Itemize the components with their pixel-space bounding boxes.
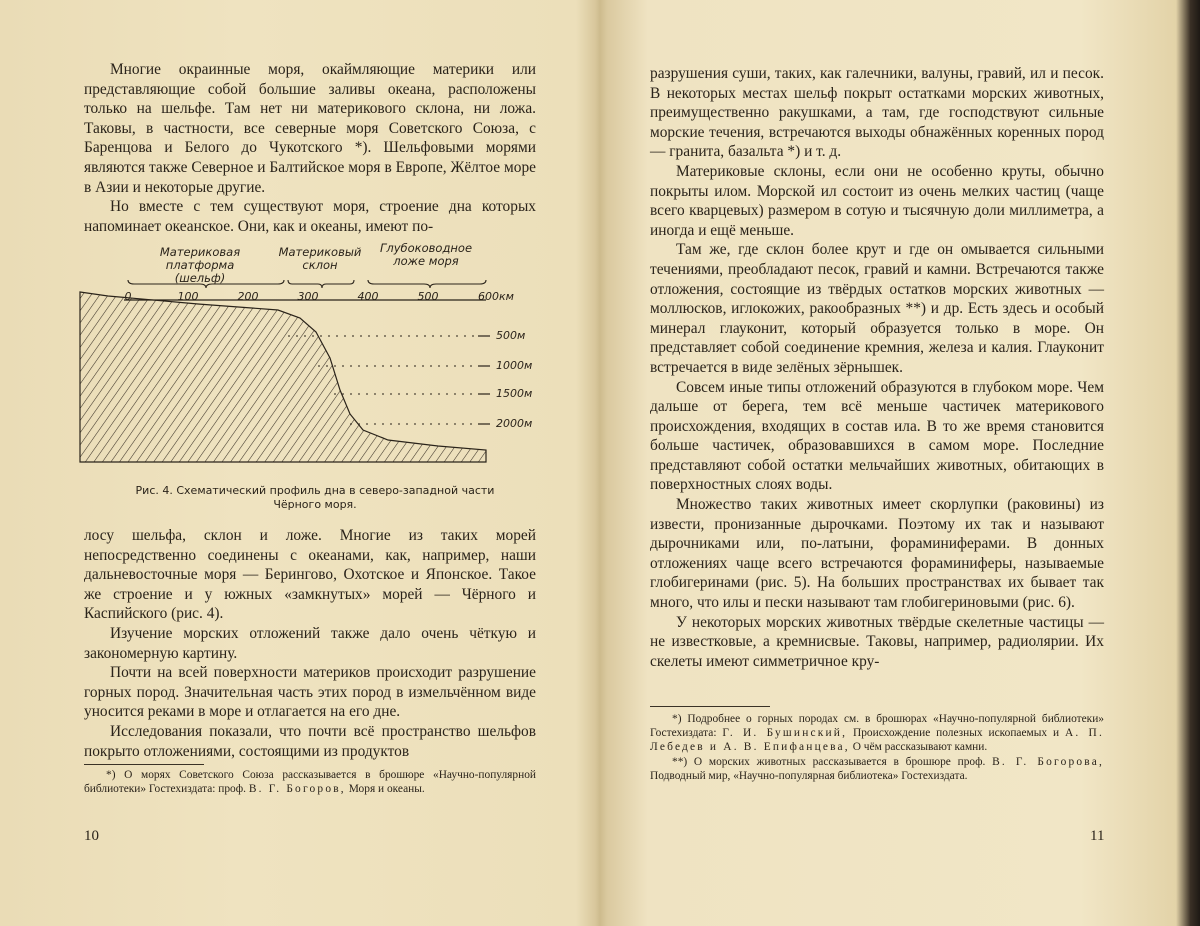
distance-tick: 500 xyxy=(417,290,439,303)
distance-tick: 400 xyxy=(357,290,379,303)
zone-label-floor: Глубоководное ложе моря xyxy=(379,241,473,268)
depth-tick: 2000м xyxy=(496,417,533,430)
footnote-text: Подробнее о горных породах см. в брошюрах «Научно-популярной библиотеки» Гостехиздата: xyxy=(650,713,1104,740)
footnote-author: А. П. Лебедев и А. В. Епифанцева, xyxy=(650,727,1105,754)
footnote-text: Подводный мир, «Научно-популярная библиотека» Гостехиздата. xyxy=(650,769,968,782)
footnote-marker: *) xyxy=(106,769,116,781)
paragraph: Исследования показали, что почти всё пространство шельфов покрыто отложениями, состоящими из продуктов xyxy=(84,722,536,760)
zone-label-shelf: Материковая платформа (шельф) xyxy=(159,245,241,285)
depth-tick: 1000м xyxy=(496,359,533,372)
paragraph: Совсем иные типы отложений образуются в глубоком море. Чем дальше от берега, тем всё меньше частичек материкового происхождения, входящих в состав ила. В то же время становится больше частичек, образовавшихся в самом море. Последние представляют собой остатки мельчайших животных, обитающих в поверхностных слоях воды. xyxy=(650,378,1104,494)
distance-tick: 600км xyxy=(478,290,514,303)
footnote-author: В. Г. Богоров, xyxy=(248,783,346,796)
seabed-profile xyxy=(80,292,486,462)
right-text xyxy=(650,64,1104,671)
footnotes xyxy=(650,712,1104,783)
footnote-text: О морских животных рассказывается в брошюре проф. xyxy=(687,755,993,768)
footnote xyxy=(650,755,1104,783)
figure-caption: Рис. 4. Схематический профиль дна в северо-западной части Чёрного моря. xyxy=(135,484,495,511)
footnote-rule xyxy=(84,764,204,765)
footnote-text: О чём рассказывают камни. xyxy=(849,741,988,754)
footnote-text: Моря и океаны. xyxy=(345,783,425,796)
paragraph: Материковые склоны, если они не особенно круты, обычно покрыты илом. Морской ил состоит из очень мелких частиц (чаще всего кварцевых) размером в сотую и тысячную доли миллиметра, а иногда и ещё меньше. xyxy=(650,162,1104,239)
distance-tick: 200 xyxy=(237,290,259,303)
paragraph: Многие окраинные моря, окаймляющие материки или представляющие собой большие заливы океана, расположены только на шельфе. Там нет ни материкового склона, ни ложа. Таковы, в частности, все северные моря Советского Союза, с Баренцова и Белого до Чукотского *). Шельфовыми морями являются также Северное и Балтийское моря в Европе, Жёлтое море в Азии и некоторые другие. xyxy=(84,61,536,196)
left-text-bottom xyxy=(84,526,536,761)
paragraph: разрушения суши, таких, как галечники, валуны, гравий, ил и песок. В некоторых местах шельф покрыт остатками морских животных, преимущественно ракушками, а там, где господствуют сильные морские течения, встречаются выходы обнажённых коренных пород — гранита, базальта *) и т. д. xyxy=(650,65,1104,161)
footnote-text: Происхождение полезных ископаемых и xyxy=(847,727,1065,740)
footnote-marker: **) xyxy=(672,755,688,768)
paragraph: Там же, где склон более крут и где он омывается сильными течениями, преобладают песок, гравий и камни. Встречаются также отложения, состоящие из твёрдых остатков морских животных — моллюсков, иглокожих, ракообразных **) и др. Есть здесь и особый минерал глауконит, который образуется только в море. Он представляет собой соединение кремния, железа и калия. Глауконит встречается в виде зелёных зёрнышек. xyxy=(650,241,1104,376)
footnote xyxy=(84,768,536,796)
distance-tick: 0 xyxy=(124,290,132,303)
distance-tick: 100 xyxy=(177,290,199,303)
footnote-rule xyxy=(650,706,770,707)
right-page xyxy=(602,0,1184,926)
paragraph: Но вместе с тем существуют моря, строение дна которых напоминает океанское. Они, как и океаны, имеют по- xyxy=(84,198,536,235)
footnote-author: Г. И. Бушинский, xyxy=(722,727,848,740)
distance-tick: 300 xyxy=(297,290,319,303)
depth-tick: 500м xyxy=(496,329,526,342)
page-number: 11 xyxy=(1090,828,1105,844)
footnote-author: В. Г. Богорова, xyxy=(992,755,1104,768)
brace-slope xyxy=(288,280,354,288)
footnote-marker: *) xyxy=(672,713,682,725)
paragraph: Почти на всей поверхности материков происходит разрушение горных пород. Значительная часть этих пород в измельчённом виде уносится реками в море и отлагается на его дне. xyxy=(84,664,536,721)
paragraph: У некоторых морских животных твёрдые скелетные частицы — не известковые, а кремнисвые. Таковы, например, радиолярии. Их скелеты имеют симметричное кру- xyxy=(650,613,1104,670)
zone-label-slope: Материковый склон xyxy=(278,245,362,272)
footnote-text: О морях Советского Союза рассказывается в брошюре «Научно-популярной библиотеки» Гостехиздата: проф. xyxy=(84,769,536,796)
footnote xyxy=(650,712,1104,755)
paragraph: лосу шельфа, склон и ложе. Многие из таких морей непосредственно соединены с океанами, как, например, наши дальневосточные моря — Берингово, Охотское и Японское. Такое же строение и у южных «замкнутых» морей — Чёрного и Каспийского (рис. 4). xyxy=(84,527,536,623)
depth-tick: 1500м xyxy=(496,387,533,400)
figure-sea-profile xyxy=(78,240,548,490)
page-number: 10 xyxy=(84,828,99,844)
paragraph: Изучение морских отложений также дало очень чёткую и закономерную картину. xyxy=(84,624,536,662)
left-text-top xyxy=(84,60,536,236)
left-page xyxy=(0,0,598,926)
paragraph: Множество таких животных имеет скорлупки (раковины) из извести, пронизанные дырочками. Поэтому их так и называют дырочниками или, по-латыни, фораминиферами. В донных отложениях чаще всего встречаются фораминиферы, называемые глобигеринами (рис. 5). На больших пространствах их бывает так много, что илы и пески называют там глобигериновыми (рис. 6). xyxy=(650,496,1104,612)
brace-floor xyxy=(368,280,486,288)
